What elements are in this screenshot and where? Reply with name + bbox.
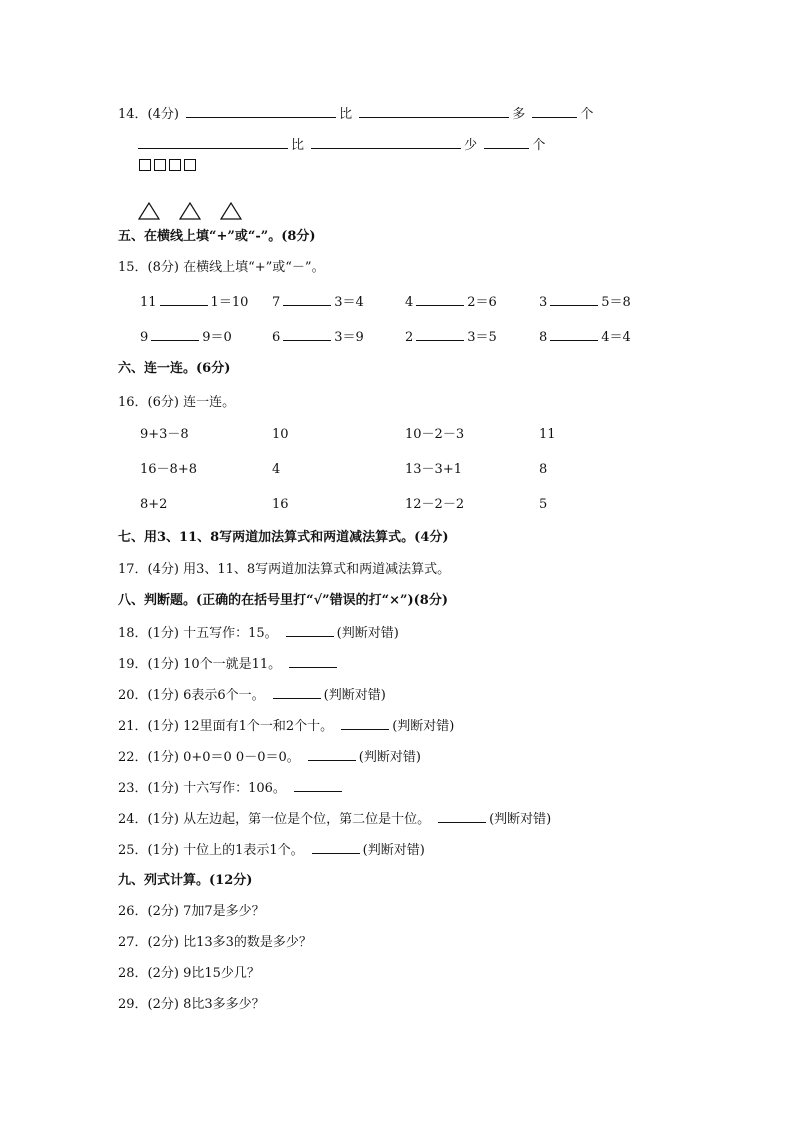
q14-ge-text: 个 xyxy=(580,107,594,122)
q14-blank-2[interactable] xyxy=(359,105,509,118)
q16-item[interactable]: 10－2－3 xyxy=(405,427,465,442)
q15-blank[interactable] xyxy=(550,293,598,306)
q15-blank[interactable] xyxy=(151,328,199,341)
q14-shao-text: 少 xyxy=(464,138,478,153)
q14-blank-1[interactable] xyxy=(186,105,336,118)
q14-blank-5[interactable] xyxy=(311,136,461,149)
q15-blank[interactable] xyxy=(283,328,331,341)
answer-blank[interactable] xyxy=(312,841,360,854)
judge-item-24: 24．(1分) 从左边起，第一位是个位，第二位是十位。 (判断对错) xyxy=(118,812,552,827)
judge-item-23: 23．(1分) 十六写作：106。 xyxy=(118,779,345,797)
q16-item[interactable]: 9+3－8 xyxy=(140,427,189,442)
section-7-title: 七、用3、11、8写两道加法算式和两道减法算式。(4分) xyxy=(118,530,449,545)
section-9-title: 九、列式计算。(12分) xyxy=(118,873,253,888)
q17-text: 17．(4分) 用3、11、8写两道加法算式和两道减法算式。 xyxy=(118,562,451,577)
q14-bi-text-2: 比 xyxy=(291,138,305,153)
q14-squares xyxy=(139,158,199,172)
q16-item[interactable]: 12－2－2 xyxy=(405,497,465,512)
q15-r1-c3: 4 2＝6 xyxy=(405,295,497,310)
q16-item[interactable]: 16－8+8 xyxy=(140,462,197,477)
answer-blank[interactable] xyxy=(273,686,321,699)
q14-ge-text-2: 个 xyxy=(532,138,546,153)
q14-blank-6[interactable] xyxy=(484,136,529,149)
q14-blank-3[interactable] xyxy=(532,105,577,118)
q16-item[interactable]: 11 xyxy=(539,427,556,442)
q15-r1-c1: 11 1＝10 xyxy=(140,295,249,310)
answer-blank[interactable] xyxy=(308,748,356,761)
q16-item[interactable]: 4 xyxy=(272,462,281,477)
answer-blank[interactable] xyxy=(438,810,486,823)
q16-item[interactable]: 16 xyxy=(272,497,289,512)
answer-blank[interactable] xyxy=(294,779,342,792)
q15-r2-c4: 8 4＝4 xyxy=(539,330,631,345)
q15-r2-c1: 9 9＝0 xyxy=(140,330,232,345)
calc-item-28: 28．(2分) 9比15少几？ xyxy=(118,966,260,981)
calc-item-27: 27．(2分) 比13多3的数是多少？ xyxy=(118,935,312,950)
q14-label: 14．(4分) xyxy=(118,107,179,122)
q16-item[interactable]: 5 xyxy=(539,497,548,512)
q15-r1-c4: 3 5＝8 xyxy=(539,295,631,310)
square-shape xyxy=(154,159,166,171)
q15-r2-c3: 2 3＝5 xyxy=(405,330,497,345)
q15-blank[interactable] xyxy=(416,293,464,306)
section-5-title: 五、在横线上填“+”或“-”。(8分) xyxy=(118,229,316,244)
square-shape xyxy=(184,159,196,171)
q14-line2 xyxy=(138,136,545,154)
q16-text: 16．(6分) 连一连。 xyxy=(118,395,236,410)
q15-blank[interactable] xyxy=(283,293,331,306)
q14-bi-text: 比 xyxy=(339,107,353,122)
q14-triangles xyxy=(138,201,262,221)
q14-duo-text: 多 xyxy=(512,107,526,122)
square-shape xyxy=(139,159,151,171)
q15-blank[interactable] xyxy=(160,293,208,306)
triangle-shape xyxy=(180,203,200,219)
q16-item[interactable]: 8 xyxy=(539,462,548,477)
judge-item-22: 22．(1分) 0+0＝0 0－0＝0。 (判断对错) xyxy=(118,750,421,765)
q16-item[interactable]: 10 xyxy=(272,427,289,442)
q16-item[interactable]: 13－3+1 xyxy=(405,462,462,477)
judge-item-18: 18．(1分) 十五写作：15。 (判断对错) xyxy=(118,626,399,641)
calc-item-26: 26．(2分) 7加7是多少？ xyxy=(118,904,265,919)
section-6-title: 六、连一连。(6分) xyxy=(118,361,231,376)
q14-line1 xyxy=(118,105,593,123)
judge-item-20: 20．(1分) 6表示6个一。 (判断对错) xyxy=(118,688,386,703)
q14-blank-4[interactable] xyxy=(138,136,288,149)
triangle-shape xyxy=(221,203,241,219)
q15-text: 15．(8分) 在横线上填“+”或“－”。 xyxy=(118,260,325,275)
square-shape xyxy=(169,159,181,171)
q16-item[interactable]: 8+2 xyxy=(140,497,168,512)
answer-blank[interactable] xyxy=(286,624,334,637)
judge-item-21: 21．(1分) 12里面有1个一和2个十。 (判断对错) xyxy=(118,719,455,734)
q15-blank[interactable] xyxy=(550,328,598,341)
calc-item-29: 29．(2分) 8比3多多少？ xyxy=(118,997,265,1012)
q15-r2-c2: 6 3＝9 xyxy=(272,330,364,345)
judge-item-19: 19．(1分) 10个一就是11。 xyxy=(118,655,340,673)
q15-blank[interactable] xyxy=(416,328,464,341)
section-8-title: 八、判断题。(正确的在括号里打“√”错误的打“×”)(8分) xyxy=(118,593,448,608)
q15-r1-c2: 7 3＝4 xyxy=(272,295,364,310)
answer-blank[interactable] xyxy=(289,655,337,668)
answer-blank[interactable] xyxy=(341,717,389,730)
triangle-shape xyxy=(139,203,159,219)
judge-item-25: 25．(1分) 十位上的1表示1个。 (判断对错) xyxy=(118,843,425,858)
